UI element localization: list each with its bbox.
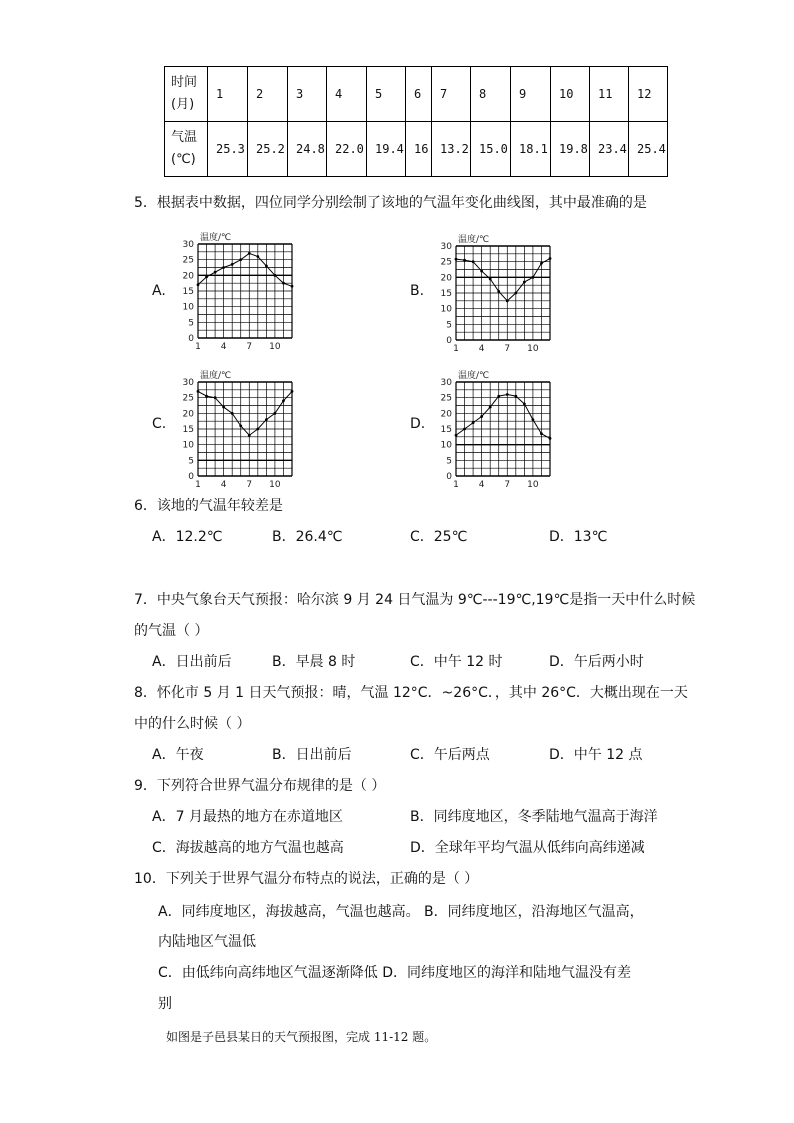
y-tick-label: 0	[446, 472, 452, 482]
temp-cell: 22.0	[327, 122, 367, 177]
x-tick-label: 1	[195, 480, 201, 490]
temp-cell: 23.4	[590, 122, 629, 177]
y-tick-label: 5	[446, 320, 452, 331]
data-point	[239, 424, 242, 427]
y-tick-label: 25	[440, 393, 452, 404]
temp-cell: 15.0	[471, 122, 511, 177]
data-point	[291, 390, 294, 393]
x-tick-label: 7	[504, 344, 511, 354]
option-d-label[interactable]: D.	[410, 416, 426, 432]
option-c-label[interactable]: C.	[152, 416, 167, 432]
temp-cell: 24.8	[288, 122, 327, 177]
temperature-table	[164, 66, 668, 177]
data-point	[480, 415, 483, 418]
y-tick-label: 20	[182, 271, 194, 282]
temp-cell: 13.2	[432, 122, 471, 177]
data-point	[463, 428, 466, 431]
chart-svg	[178, 366, 298, 492]
y-tick-label: 25	[440, 257, 452, 268]
data-point	[265, 418, 268, 421]
data-point	[256, 428, 259, 431]
q9-option-d[interactable]: D．全球年平均气温从低纬向高纬递减	[410, 840, 645, 856]
data-point	[463, 259, 466, 262]
x-tick-label: 4	[220, 480, 227, 490]
data-point	[231, 263, 234, 266]
instruction-note: 如图是子邑县某日的天气预报图，完成 11-12 题。	[166, 1030, 437, 1044]
month-cell: 6	[406, 67, 432, 122]
y-tick-label: 25	[182, 255, 194, 266]
x-tick-label: 10	[527, 480, 539, 490]
question-7-line1: 7．中央气象台天气预报：哈尔滨 9 月 24 日气温为 9℃---19℃,19℃是指一天中什么时候	[134, 592, 696, 608]
temp-cell: 19.8	[551, 122, 590, 177]
temp-cell: 18.1	[511, 122, 551, 177]
data-point	[239, 258, 242, 261]
y-axis-label: 温度/℃	[200, 371, 232, 381]
data-point	[549, 257, 552, 260]
q10-option-b-cont: 内陆地区气温低	[158, 934, 256, 950]
q6-option-c[interactable]: C．25℃	[410, 529, 468, 545]
month-cell: 4	[327, 67, 367, 122]
data-point	[523, 281, 526, 284]
data-point	[514, 292, 517, 295]
data-point	[265, 265, 268, 268]
month-row	[165, 67, 668, 122]
data-point	[540, 262, 543, 265]
y-tick-label: 5	[446, 456, 452, 467]
data-point	[455, 434, 458, 437]
y-tick-label: 30	[182, 378, 194, 388]
option-a-label[interactable]: A.	[152, 283, 166, 299]
q8-option-c[interactable]: C．午后两点	[410, 747, 490, 763]
month-cell: 5	[367, 67, 406, 122]
y-tick-label: 10	[440, 304, 452, 315]
chart-svg	[178, 228, 298, 354]
temp-cell: 25.2	[248, 122, 288, 177]
data-point	[497, 395, 500, 398]
q6-option-a[interactable]: A．12.2℃	[152, 529, 223, 545]
month-cell: 7	[432, 67, 471, 122]
data-point	[197, 283, 200, 286]
data-point	[472, 260, 475, 263]
data-point	[274, 274, 277, 277]
question-7-line2: 的气温（ ）	[134, 623, 209, 639]
chart-option-d[interactable]	[436, 366, 556, 496]
x-tick-label: 7	[504, 480, 511, 490]
option-b-label[interactable]: B.	[410, 283, 425, 299]
data-point	[214, 271, 217, 274]
question-8-line2: 中的什么时候（ ）	[134, 716, 251, 732]
x-tick-label: 10	[527, 344, 539, 354]
data-point	[549, 437, 552, 440]
question-6: 6．该地的气温年较差是	[134, 498, 283, 514]
temp-cell: 19.4	[367, 122, 406, 177]
data-point	[205, 395, 208, 398]
y-tick-label: 20	[440, 409, 452, 420]
data-point	[506, 299, 509, 302]
chart-option-c[interactable]	[178, 366, 298, 496]
chart-svg	[436, 366, 556, 492]
data-point	[214, 396, 217, 399]
q10-option-cd[interactable]: C．由低纬向高纬地区气温逐渐降低 D．同纬度地区的海洋和陆地气温没有差	[158, 965, 632, 981]
month-cell: 10	[551, 67, 590, 122]
data-point	[523, 403, 526, 406]
month-cell: 3	[288, 67, 327, 122]
y-axis-label: 温度/℃	[458, 371, 490, 381]
y-tick-label: 30	[440, 378, 452, 388]
temp-cell: 16	[406, 122, 432, 177]
x-tick-label: 1	[453, 344, 459, 354]
x-tick-label: 1	[195, 342, 201, 352]
month-cell: 12	[629, 67, 668, 122]
y-tick-label: 10	[182, 302, 194, 313]
chart-option-b[interactable]	[436, 230, 556, 360]
q7-option-d[interactable]: D．午后两小时	[549, 654, 644, 670]
y-tick-label: 15	[182, 425, 194, 435]
x-tick-label: 7	[246, 480, 253, 490]
q6-option-b[interactable]: B．26.4℃	[272, 529, 343, 545]
data-point	[489, 406, 492, 409]
data-point	[532, 418, 535, 421]
data-point	[222, 266, 225, 269]
data-point	[205, 276, 208, 279]
question-5: 5．根据表中数据，四位同学分别绘制了该地的气温年变化曲线图，其中最准确的是	[134, 195, 647, 211]
q6-option-d[interactable]: D．13℃	[549, 529, 608, 545]
question-10: 10．下列关于世界气温分布特点的说法，正确的是（ ）	[134, 871, 479, 887]
month-header-line1: 时间	[171, 75, 198, 90]
x-tick-label: 4	[478, 344, 485, 354]
series-line	[456, 259, 550, 301]
data-point	[497, 290, 500, 293]
q7-option-b[interactable]: B．早晨 8 时	[272, 654, 356, 670]
x-tick-label: 1	[453, 480, 459, 490]
temp-cell: 25.3	[208, 122, 248, 177]
q7-option-a[interactable]: A．日出前后	[152, 654, 232, 670]
temp-row	[165, 122, 668, 177]
data-point	[514, 395, 517, 398]
y-tick-label: 25	[182, 393, 194, 404]
data-point	[540, 432, 543, 435]
data-point	[472, 421, 475, 424]
q9-option-a[interactable]: A．7 月最热的地方在赤道地区	[152, 809, 343, 825]
q10-option-d-cont: 别	[158, 996, 172, 1012]
data-point	[274, 412, 277, 415]
y-tick-label: 20	[182, 409, 194, 420]
data-point	[532, 276, 535, 279]
data-point	[282, 399, 285, 402]
x-tick-label: 7	[246, 342, 253, 352]
month-cell: 11	[590, 67, 629, 122]
y-tick-label: 0	[188, 472, 194, 482]
month-header-line2: (月)	[171, 97, 195, 112]
temp-header-line1: 气温	[171, 130, 198, 145]
q9-option-b[interactable]: B．同纬度地区，冬季陆地气温高于海洋	[410, 809, 658, 825]
y-tick-label: 10	[182, 440, 194, 451]
temp-header	[165, 122, 208, 177]
month-cell: 8	[471, 67, 511, 122]
y-axis-label: 温度/℃	[458, 235, 490, 245]
q7-option-c[interactable]: C．中午 12 时	[410, 654, 503, 670]
temp-cell: 25.4	[629, 122, 668, 177]
q9-option-c[interactable]: C．海拔越高的地方气温也越高	[152, 840, 344, 856]
question-9: 9．下列符合世界气温分布规律的是（ ）	[134, 778, 386, 794]
data-point	[506, 393, 509, 396]
x-tick-label: 10	[269, 480, 281, 490]
q8-option-b[interactable]: B．日出前后	[272, 747, 352, 763]
y-tick-label: 30	[440, 242, 452, 252]
chart-svg	[436, 230, 556, 356]
chart-option-a[interactable]	[178, 228, 298, 358]
x-tick-label: 4	[478, 480, 485, 490]
data-point	[222, 406, 225, 409]
data-point	[480, 270, 483, 273]
y-tick-label: 0	[188, 334, 194, 344]
data-point	[455, 258, 458, 261]
y-tick-label: 30	[182, 240, 194, 250]
temp-header-line2: (℃)	[171, 152, 196, 167]
data-point	[248, 434, 251, 437]
y-tick-label: 20	[440, 273, 452, 284]
data-point	[248, 252, 251, 255]
y-axis-label: 温度/℃	[200, 233, 232, 243]
month-header	[165, 67, 208, 122]
y-tick-label: 5	[188, 456, 194, 467]
y-tick-label: 15	[440, 289, 452, 299]
x-tick-label: 10	[269, 342, 281, 352]
month-cell: 2	[248, 67, 288, 122]
month-cell: 9	[511, 67, 551, 122]
y-tick-label: 15	[182, 287, 194, 297]
q10-option-ab[interactable]: A．同纬度地区，海拔越高，气温也越高。 B．同纬度地区，沿海地区气温高，	[158, 904, 644, 920]
data-point	[489, 278, 492, 281]
y-tick-label: 0	[446, 336, 452, 346]
data-point	[291, 285, 294, 288]
data-point	[197, 390, 200, 393]
x-tick-label: 4	[220, 342, 227, 352]
data-point	[231, 412, 234, 415]
y-tick-label: 10	[440, 440, 452, 451]
data-point	[282, 282, 285, 285]
question-8-line1: 8．怀化市 5 月 1 日天气预报：晴，气温 12°C．~26°C．，其中 26°C．大概出现在一天	[134, 685, 688, 701]
y-tick-label: 15	[440, 425, 452, 435]
series-line	[198, 253, 292, 286]
q8-option-d[interactable]: D．中午 12 点	[549, 747, 643, 763]
y-tick-label: 5	[188, 318, 194, 329]
month-cell: 1	[208, 67, 248, 122]
q8-option-a[interactable]: A．午夜	[152, 747, 204, 763]
data-point	[256, 255, 259, 258]
series-line	[456, 395, 550, 439]
